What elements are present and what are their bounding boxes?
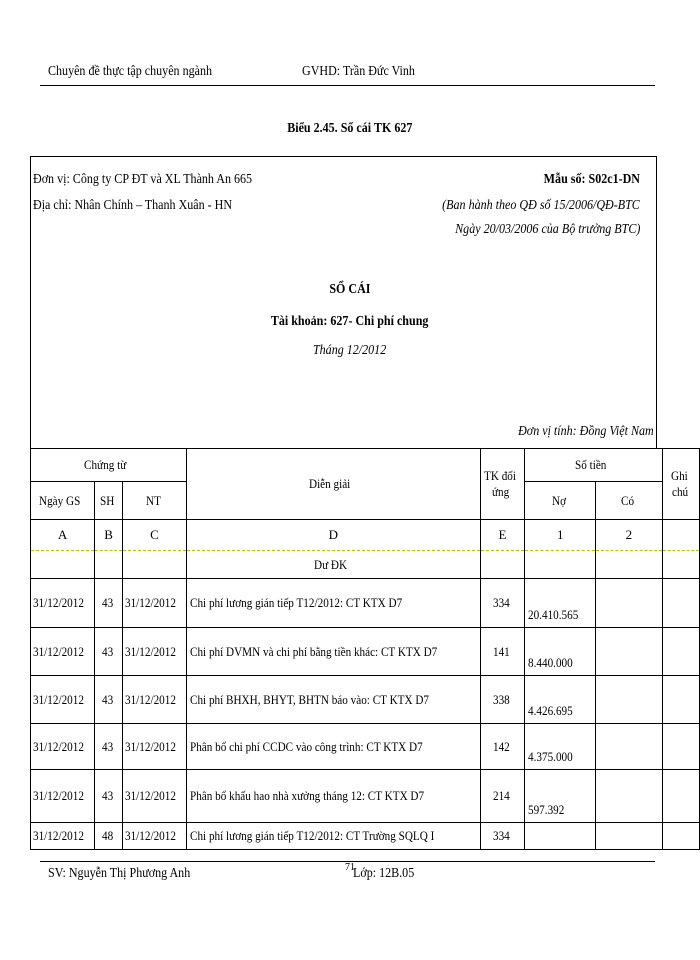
header-row-1 (31, 449, 700, 482)
credit-amount (595, 823, 662, 850)
column-letter (662, 520, 699, 551)
description: Chi phí DVMN và chi phí bằng tiền khác: CT KTX D7 (187, 628, 481, 676)
note (662, 770, 699, 823)
note (662, 823, 699, 850)
voucher-number: 48 (95, 823, 123, 850)
voucher-number: 43 (95, 770, 123, 823)
posting-date: 31/12/2012 (31, 823, 95, 850)
note (662, 579, 699, 628)
decree-line-1: (Ban hành theo QĐ số 15/2006/QĐ-BTC (442, 198, 640, 213)
contra-account-header: TK đối ứng (480, 449, 525, 520)
voucher-date: 31/12/2012 (122, 770, 186, 823)
page-number: 71 (345, 862, 355, 873)
company-address: Địa chỉ: Nhân Chính – Thanh Xuân - HN (33, 198, 233, 213)
contra-account: 141 (480, 628, 525, 676)
note (662, 628, 699, 676)
credit-amount (595, 676, 662, 724)
voucher-date: 31/12/2012 (122, 823, 186, 850)
posting-date-header: Ngày GS (31, 482, 95, 520)
page-header-topic: Chuyên đề thực tập chuyên ngành (48, 64, 213, 79)
table-row (31, 628, 700, 676)
currency-unit: Đơn vị tính: Đồng Việt Nam (518, 424, 654, 439)
description: Chi phí lương gián tiếp T12/2012: CT KTX D7 (187, 579, 481, 628)
contra-account: 334 (480, 823, 525, 850)
debit-amount: 4.426.695 (525, 676, 596, 724)
ledger-table (30, 448, 700, 850)
opening-balance-row (31, 551, 700, 579)
contra-account: 334 (480, 579, 525, 628)
credit-amount (595, 628, 662, 676)
voucher-number: 43 (95, 579, 123, 628)
credit-amount (595, 724, 662, 770)
posting-date: 31/12/2012 (31, 724, 95, 770)
voucher-date: 31/12/2012 (122, 676, 186, 724)
company-unit: Đơn vị: Công ty CP ĐT và XL Thành An 665 (33, 172, 253, 187)
description: Phân bổ chi phí CCDC vào công trình: CT KTX D7 (187, 724, 481, 770)
contra-account: 338 (480, 676, 525, 724)
description-header: Diễn giải (187, 449, 481, 520)
form-code: Mẫu số: S02c1-DN (543, 172, 640, 187)
note (662, 724, 699, 770)
table-row (31, 676, 700, 724)
header-divider (40, 85, 655, 86)
ledger-period: Tháng 12/2012 (313, 343, 387, 358)
table-row (31, 724, 700, 770)
document-title: Biểu 2.45. Sổ cái TK 627 (287, 121, 413, 136)
amount-group-header: Số tiền (525, 449, 662, 482)
description: Chi phí lương gián tiếp T12/2012: CT Trường SQLQ I (187, 823, 481, 850)
credit-amount (595, 770, 662, 823)
student-name: SV: Nguyễn Thị Phương Anh (48, 866, 191, 881)
debit-amount: 4.375.000 (525, 724, 596, 770)
voucher-date: 31/12/2012 (122, 579, 186, 628)
note (662, 676, 699, 724)
voucher-group-header: Chứng từ (31, 449, 187, 482)
column-letter: 2 (595, 520, 662, 551)
column-letter: D (187, 520, 481, 551)
column-letter: B (95, 520, 123, 551)
debit-amount: 8.440.000 (525, 628, 596, 676)
description: Chi phí BHXH, BHYT, BHTN báo vào: CT KTX D7 (187, 676, 481, 724)
contra-account: 142 (480, 724, 525, 770)
posting-date: 31/12/2012 (31, 579, 95, 628)
opening-balance-label: Dư ĐK (187, 551, 481, 579)
column-letter: A (31, 520, 95, 551)
decree-line-2: Ngày 20/03/2006 của Bộ trưởng BTC) (454, 222, 640, 237)
posting-date: 31/12/2012 (31, 628, 95, 676)
voucher-date: 31/12/2012 (122, 724, 186, 770)
column-letter: 1 (525, 520, 596, 551)
voucher-date-header: NT (122, 482, 186, 520)
posting-date: 31/12/2012 (31, 770, 95, 823)
voucher-number: 43 (95, 724, 123, 770)
voucher-number: 43 (95, 676, 123, 724)
column-letter-row (31, 520, 700, 551)
debit-amount: 597.392 (525, 770, 596, 823)
ledger-title: SỔ CÁI (329, 282, 371, 297)
column-letter: E (480, 520, 525, 551)
description: Phân bổ khấu hao nhà xưởng tháng 12: CT KTX D7 (187, 770, 481, 823)
debit-amount: 20.410.565 (525, 579, 596, 628)
class-label: Lớp: 12B.05 (353, 866, 415, 881)
table-row (31, 579, 700, 628)
posting-date: 31/12/2012 (31, 676, 95, 724)
voucher-number-header: SH (95, 482, 123, 520)
voucher-date: 31/12/2012 (122, 628, 186, 676)
table-row (31, 770, 700, 823)
page-header-supervisor: GVHD: Trần Đức Vinh (302, 64, 415, 79)
note-header: Ghi chú (662, 449, 699, 520)
debit-header: Nợ (525, 482, 596, 520)
contra-account: 214 (480, 770, 525, 823)
table-row (31, 823, 700, 850)
credit-header: Có (595, 482, 662, 520)
column-letter: C (122, 520, 186, 551)
debit-amount (525, 823, 596, 850)
ledger-account: Tài khoản: 627- Chi phí chung (271, 314, 429, 329)
voucher-number: 43 (95, 628, 123, 676)
credit-amount (595, 579, 662, 628)
